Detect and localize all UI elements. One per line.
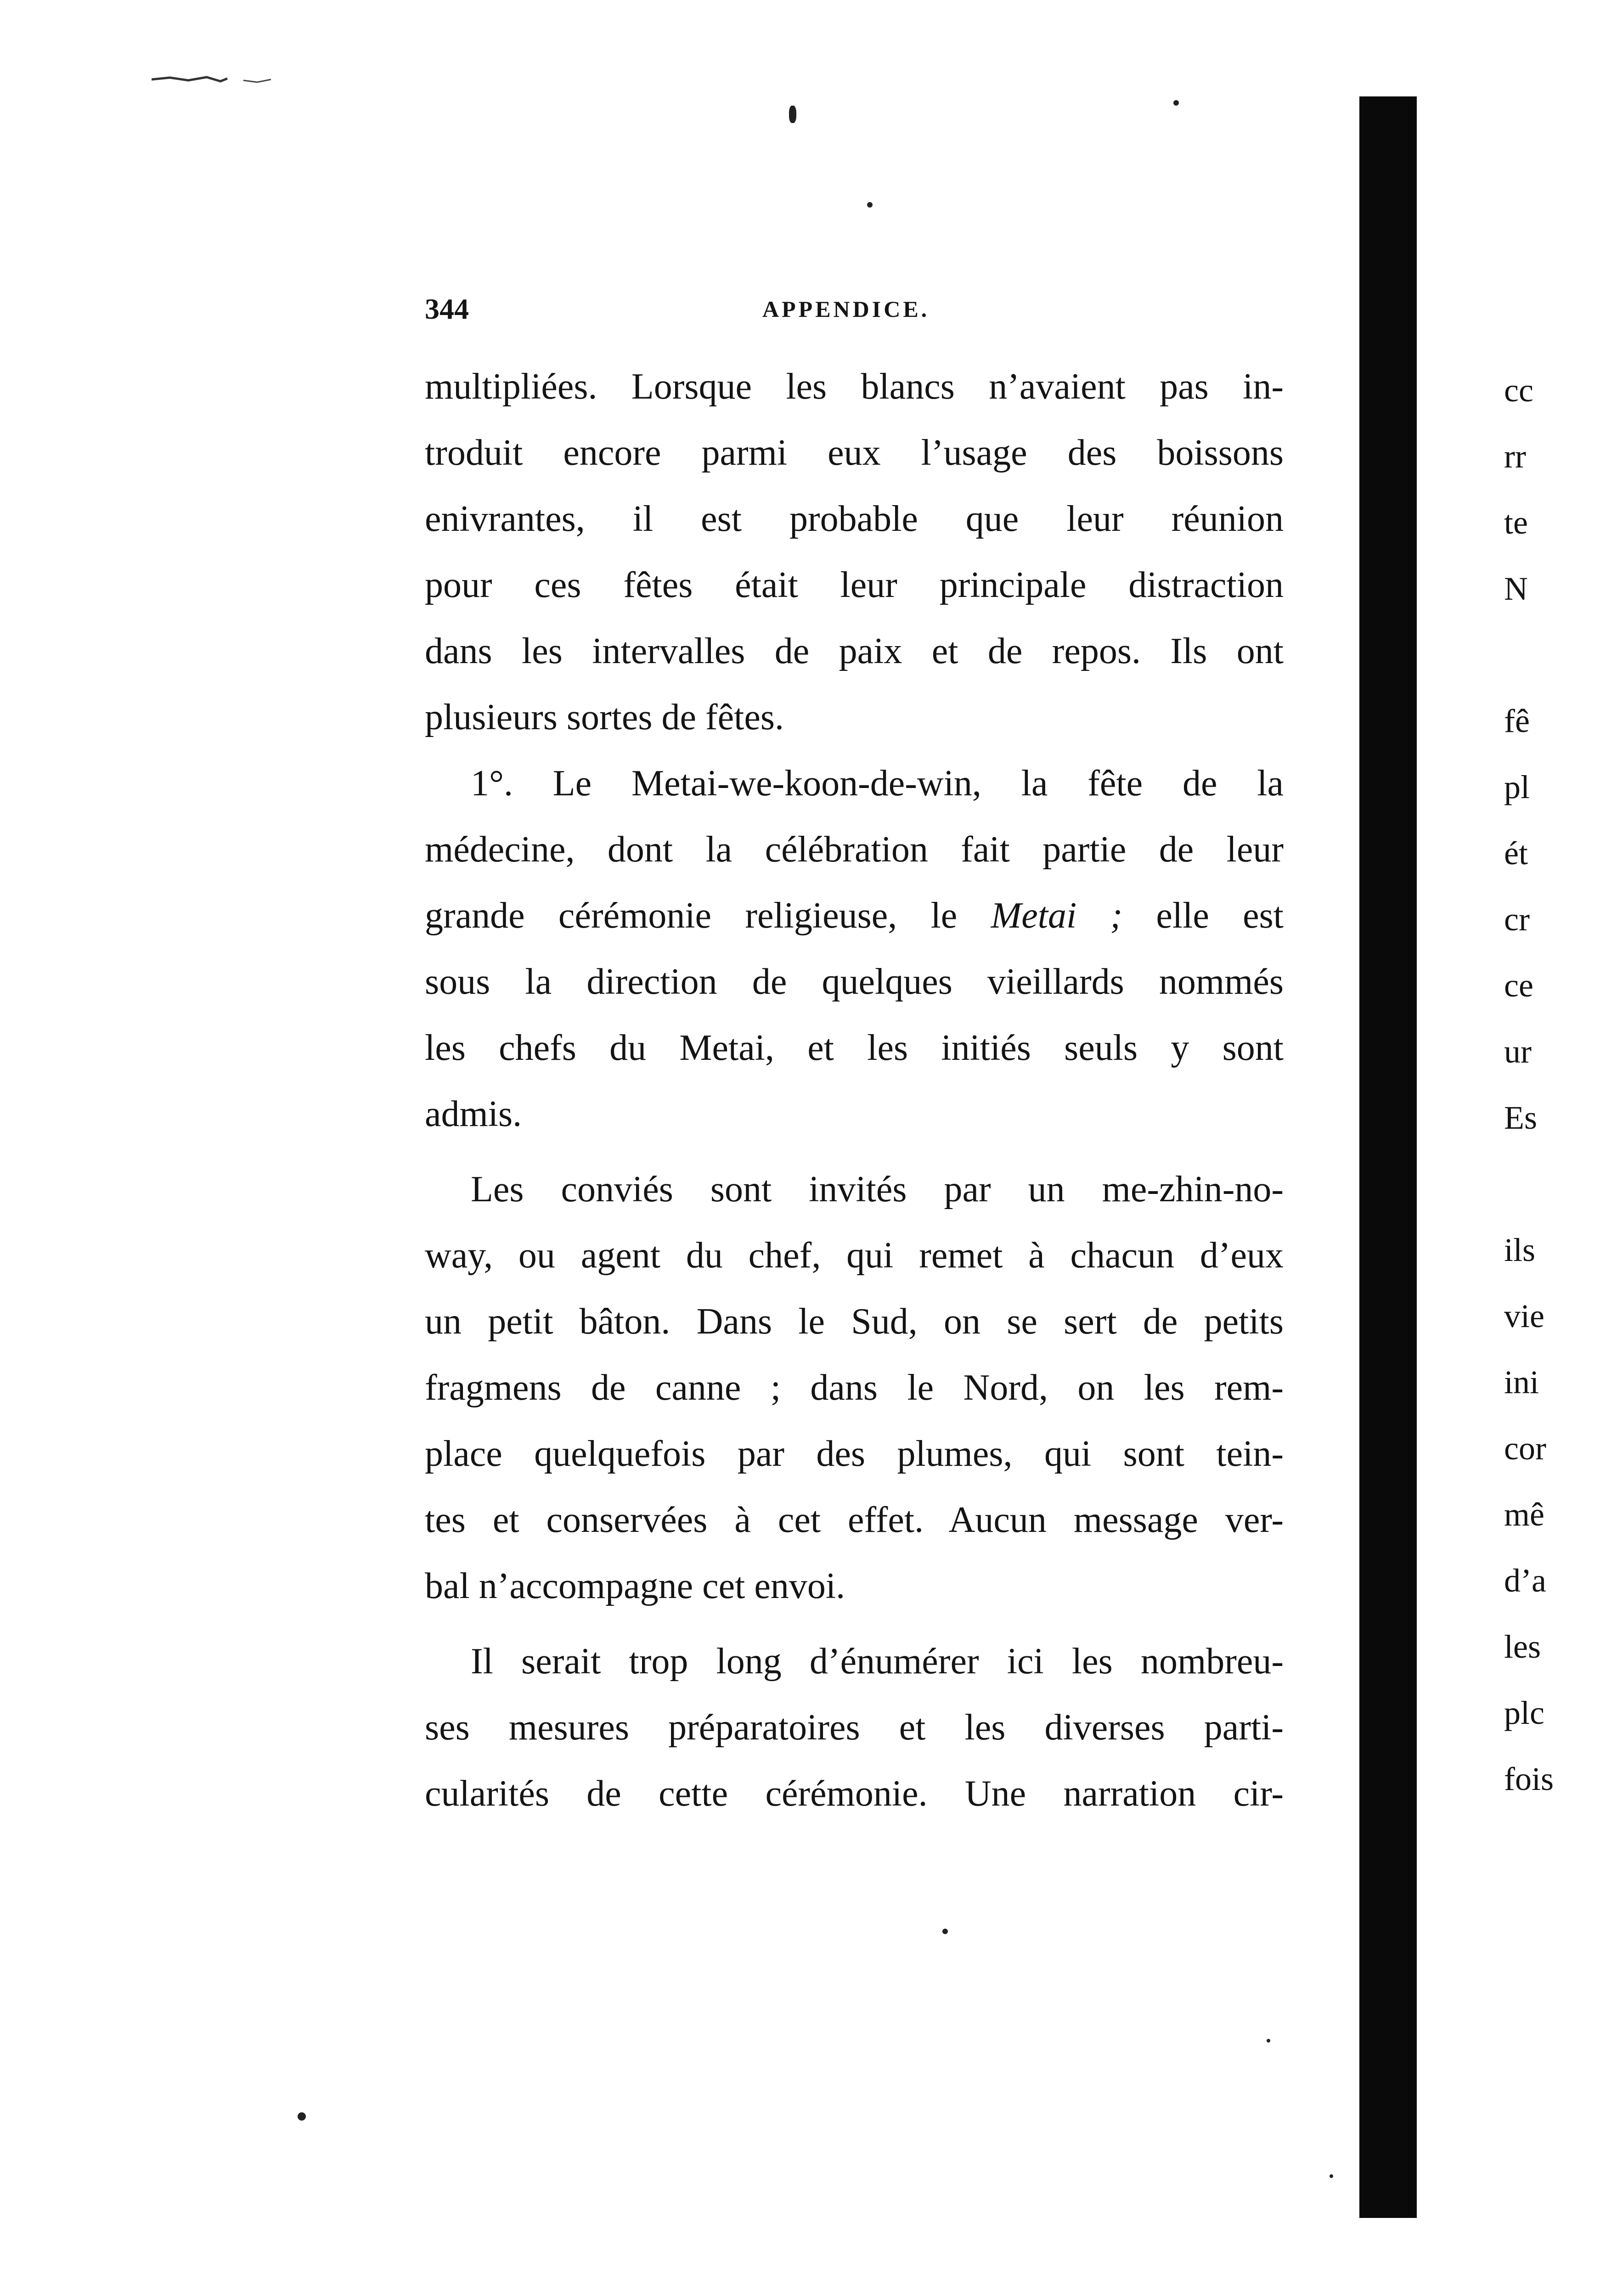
facing-fragment: ét bbox=[1504, 835, 1528, 872]
paragraph bbox=[425, 1156, 1284, 1619]
text-line: Il serait trop long d’énumérer ici les nombreu- bbox=[471, 1641, 1284, 1682]
scan-speck bbox=[298, 2112, 306, 2121]
facing-fragment: ini bbox=[1504, 1364, 1539, 1401]
scan-speck bbox=[942, 1929, 948, 1934]
text-line: dans les intervalles de paix et de repos. Ils ont bbox=[425, 631, 1284, 671]
facing-fragment: ce bbox=[1504, 967, 1533, 1004]
text-line: way, ou agent du chef, qui remet à chacun d’eux bbox=[425, 1235, 1284, 1276]
scan-speck bbox=[1330, 2174, 1333, 2178]
italic-term: Metai ; bbox=[991, 895, 1123, 936]
facing-fragment: cc bbox=[1504, 372, 1533, 409]
paragraph bbox=[425, 750, 1284, 1147]
paragraph bbox=[425, 1628, 1284, 1827]
facing-fragment: plc bbox=[1504, 1694, 1544, 1731]
paragraph bbox=[425, 354, 1284, 750]
binding-shadow-bar bbox=[1359, 96, 1417, 2218]
text-line: plusieurs sortes de fêtes. bbox=[425, 697, 784, 737]
text-line: sous la direction de quelques vieillards nommés bbox=[425, 962, 1284, 1002]
scan-artifact-top bbox=[152, 76, 299, 90]
facing-fragment bbox=[1504, 622, 1610, 688]
scan-speck bbox=[1267, 2039, 1270, 2043]
running-title: APPENDICE. bbox=[762, 296, 930, 322]
text-line: médecine, dont la célébration fait partie de leur bbox=[425, 829, 1284, 870]
text-line: les chefs du Metai, et les initiés seuls y sont bbox=[425, 1028, 1284, 1068]
facing-fragment: cr bbox=[1504, 901, 1530, 938]
text-line: place quelquefois par des plumes, qui sont tein- bbox=[425, 1434, 1284, 1474]
facing-fragment: Es bbox=[1504, 1099, 1537, 1136]
text-line: un petit bâton. Dans le Sud, on se sert de petits bbox=[425, 1301, 1284, 1342]
scan-speck bbox=[1173, 100, 1179, 106]
facing-fragment: pl bbox=[1504, 769, 1530, 805]
facing-fragment: ils bbox=[1504, 1232, 1536, 1268]
facing-fragment: N bbox=[1504, 570, 1528, 607]
facing-fragment: rr bbox=[1504, 438, 1526, 475]
scan-speck bbox=[789, 106, 796, 123]
facing-fragment: mê bbox=[1504, 1496, 1544, 1533]
text-line: admis. bbox=[425, 1094, 522, 1134]
text-line: enivrantes, il est probable que leur réunion bbox=[425, 499, 1284, 539]
facing-fragment: les bbox=[1504, 1628, 1541, 1665]
text-line: 1°. Le Metai-we-koon-de-win, la fête de la bbox=[471, 763, 1284, 804]
running-head bbox=[425, 292, 1284, 324]
page-number: 344 bbox=[425, 293, 469, 325]
facing-fragment bbox=[1504, 1151, 1610, 1217]
text-fragment: grande cérémonie religieuse, le bbox=[425, 895, 958, 936]
facing-fragment: cor bbox=[1504, 1430, 1546, 1467]
text-line: multipliées. Lorsque les blancs n’avaient pas in- bbox=[425, 366, 1284, 407]
facing-fragment: vie bbox=[1504, 1298, 1544, 1334]
text-fragment: elle est bbox=[1156, 895, 1284, 936]
text-line: fragmens de canne ; dans le Nord, on les rem- bbox=[425, 1367, 1284, 1408]
body-text bbox=[425, 354, 1284, 1827]
text-line: bal n’accompagne cet envoi. bbox=[425, 1566, 845, 1606]
facing-fragment: d’a bbox=[1504, 1562, 1546, 1599]
facing-fragment: te bbox=[1504, 504, 1528, 541]
text-line: Les conviés sont invités par un me-zhin-no- bbox=[471, 1169, 1284, 1210]
facing-fragment: fois bbox=[1504, 1761, 1554, 1797]
facing-fragment: ur bbox=[1504, 1033, 1532, 1070]
text-line: troduit encore parmi eux l’usage des boissons bbox=[425, 433, 1284, 473]
text-line: cularités de cette cérémonie. Une narration cir- bbox=[425, 1773, 1284, 1814]
text-line: pour ces fêtes était leur principale distraction bbox=[425, 565, 1284, 605]
facing-page-fragments bbox=[1504, 357, 1610, 1812]
text-line: tes et conservées à cet effet. Aucun message ver- bbox=[425, 1500, 1284, 1540]
text-line: ses mesures préparatoires et les diverses parti- bbox=[425, 1707, 1284, 1748]
text-line bbox=[425, 883, 1284, 949]
scan-speck bbox=[867, 202, 873, 208]
facing-fragment: fê bbox=[1504, 703, 1530, 739]
